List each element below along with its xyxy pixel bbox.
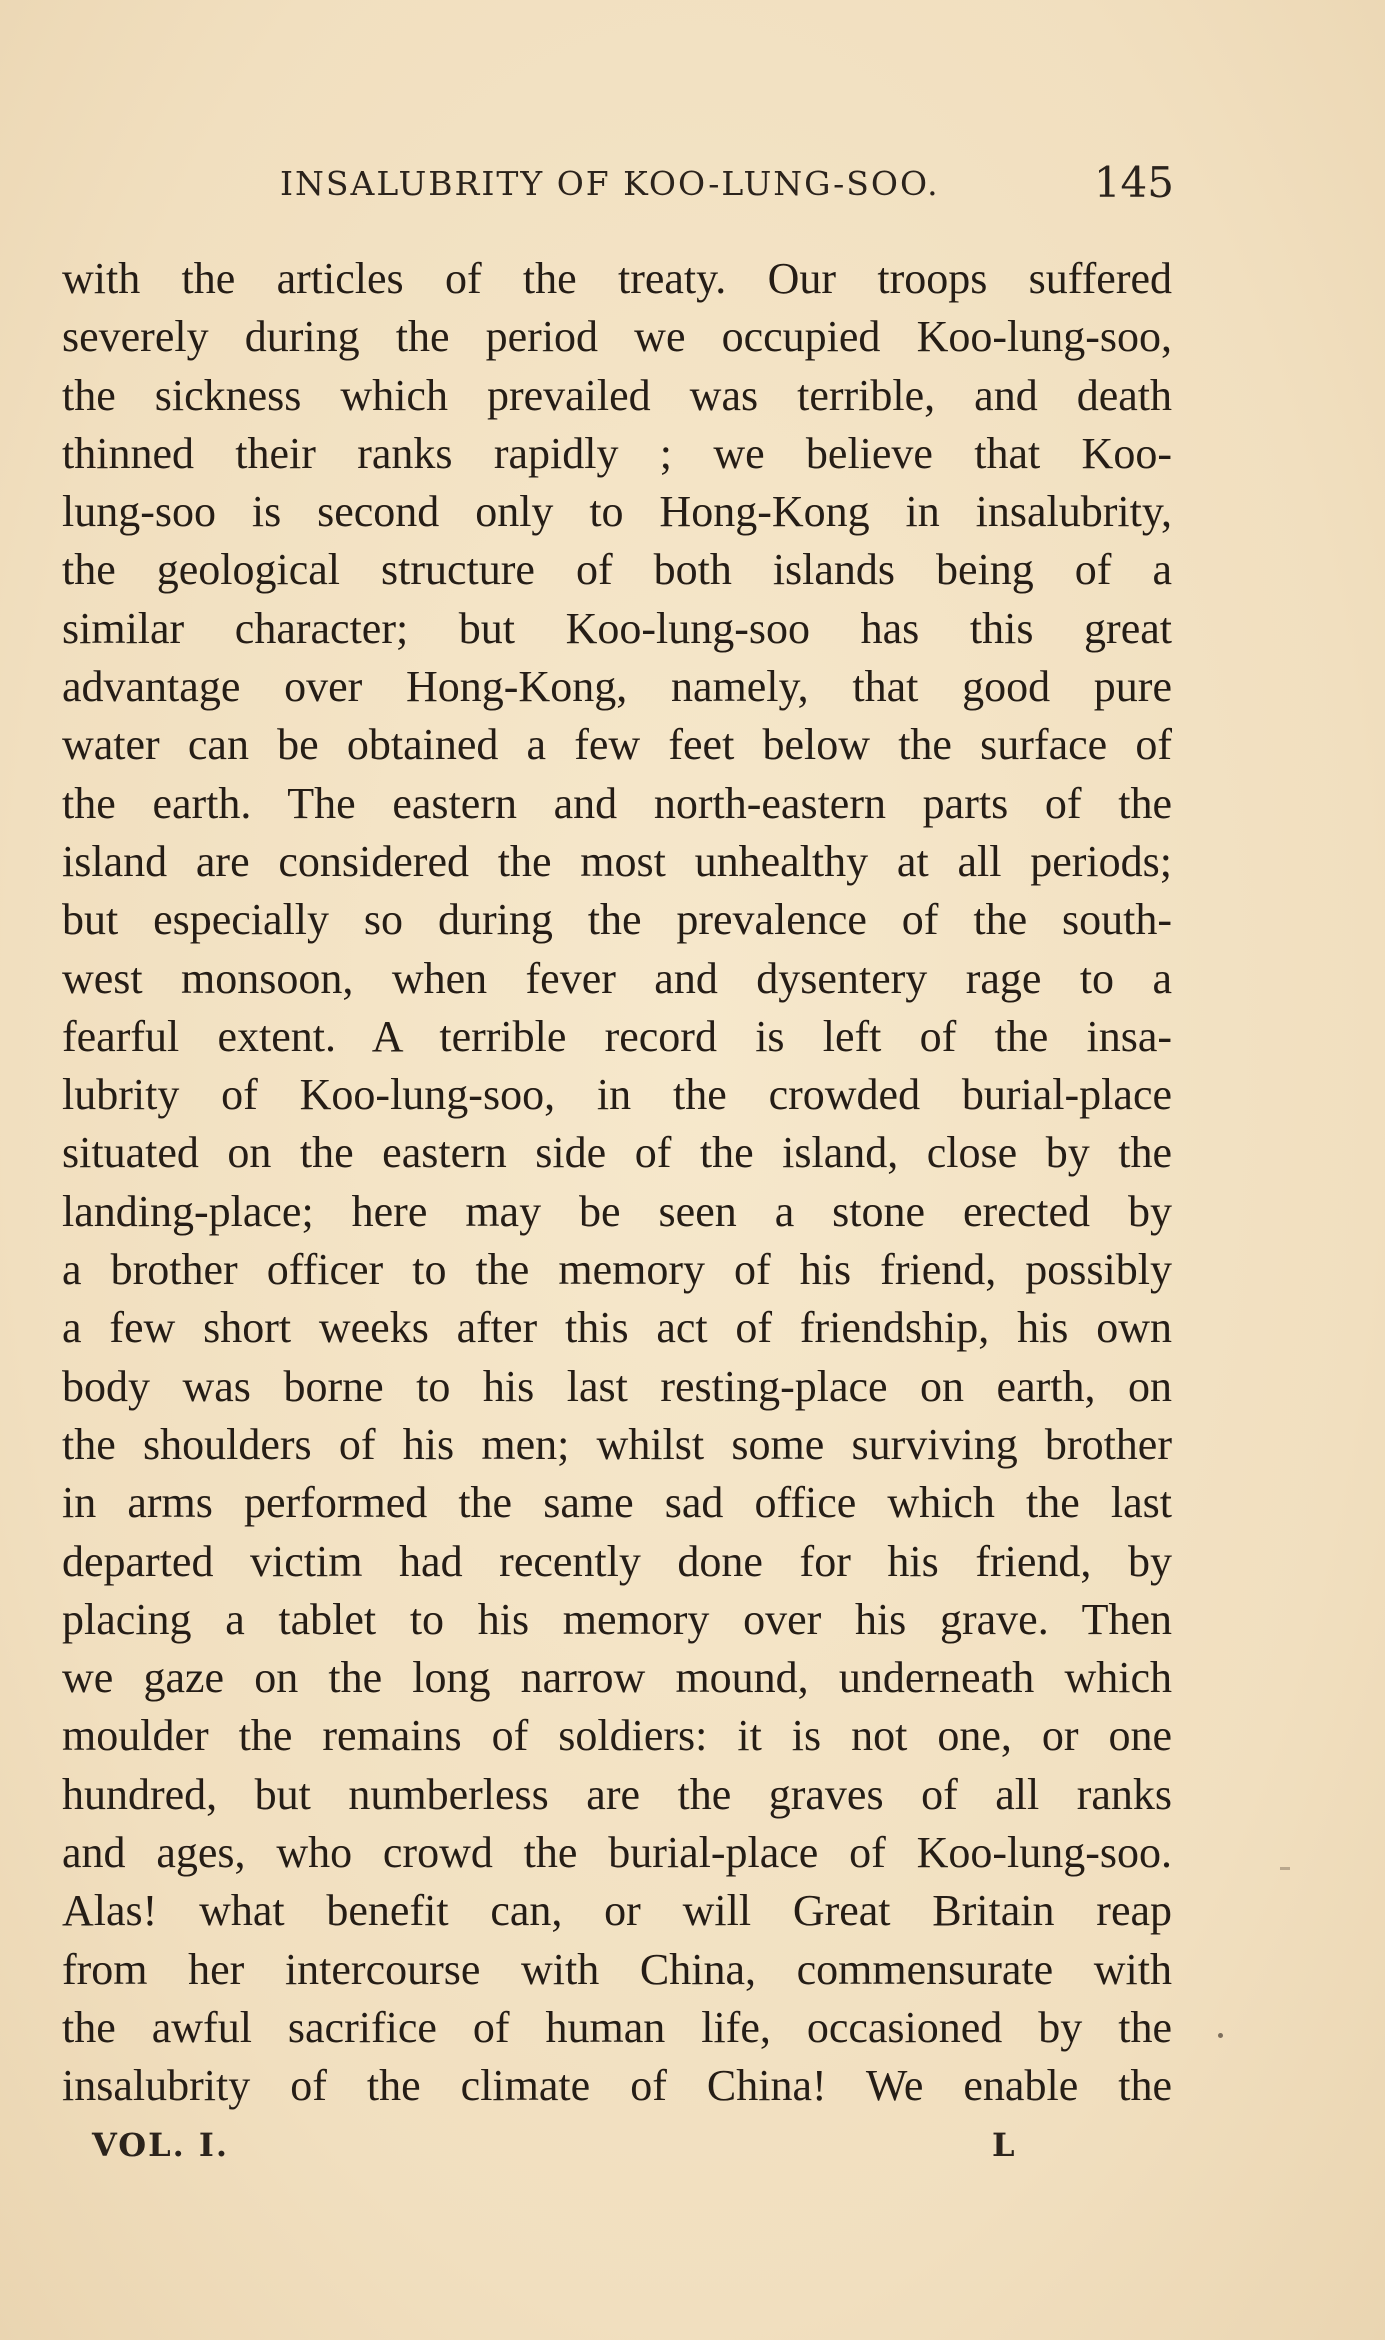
text-line: in arms performed the same sad office which the last (62, 1478, 1172, 1528)
text-line: but especially so during the prevalence of the south- (62, 895, 1172, 945)
text-line: from her intercourse with China, commensurate with (62, 1944, 1172, 1994)
page-header (62, 158, 1172, 218)
text-line: similar character; but Koo-lung-soo has this great (62, 603, 1172, 653)
page-footer (62, 2126, 1172, 2176)
margin-tick-mark (1280, 1867, 1290, 1870)
text-line: the geological structure of both islands being of a (62, 545, 1172, 595)
text-line: and ages, who crowd the burial-place of Koo-lung-soo. (62, 1828, 1172, 1878)
text-line: a brother officer to the memory of his friend, possibly (62, 1245, 1172, 1295)
text-line: water can be obtained a few feet below the surface of (62, 720, 1172, 770)
text-line: moulder the remains of soldiers: it is not one, or one (62, 1711, 1172, 1761)
text-line: the earth. The eastern and north-eastern parts of the (62, 778, 1172, 828)
text-line: with the articles of the treaty. Our troops suffered (62, 254, 1172, 303)
text-line: insalubrity of the climate of China! We enable the (62, 2061, 1172, 2111)
text-line: body was borne to his last resting-place on earth, on (62, 1361, 1172, 1411)
text-line: advantage over Hong-Kong, namely, that good pure (62, 662, 1172, 712)
text-line: severely during the period we occupied Koo-lung-soo, (62, 312, 1172, 362)
text-line: situated on the eastern side of the island, close by the (62, 1128, 1172, 1178)
volume-label: VOL. I. (92, 2126, 230, 2164)
text-line: landing-place; here may be seen a stone erected by (62, 1186, 1172, 1236)
text-line: island are considered the most unhealthy at all periods; (62, 836, 1172, 886)
text-line: thinned their ranks rapidly ; we believe that Koo- (62, 428, 1172, 478)
body-text (62, 250, 1172, 2116)
margin-ink-dot (1218, 2033, 1223, 2038)
running-title: INSALUBRITY OF KOO-LUNG-SOO. (280, 164, 940, 203)
text-line: lubrity of Koo-lung-soo, in the crowded burial-place (62, 1070, 1172, 1120)
text-line: the awful sacrifice of human life, occasioned by the (62, 2002, 1172, 2052)
signature-mark: L (992, 2126, 1015, 2164)
text-line: a few short weeks after this act of friendship, his own (62, 1303, 1172, 1353)
text-line: we gaze on the long narrow mound, underneath which (62, 1653, 1172, 1703)
text-line: departed victim had recently done for his friend, by (62, 1536, 1172, 1586)
text-line: hundred, but numberless are the graves of all ranks (62, 1769, 1172, 1819)
text-line: the sickness which prevailed was terrible, and death (62, 370, 1172, 420)
text-line: west monsoon, when fever and dysentery rage to a (62, 953, 1172, 1003)
page-number: 145 (1093, 158, 1174, 207)
text-line: Alas! what benefit can, or will Great Britain reap (62, 1886, 1172, 1936)
text-line: placing a tablet to his memory over his grave. Then (62, 1594, 1172, 1644)
text-line: the shoulders of his men; whilst some surviving brother (62, 1419, 1172, 1469)
text-line: lung-soo is second only to Hong-Kong in insalubrity, (62, 487, 1172, 537)
text-line: fearful extent. A terrible record is left of the insa- (62, 1011, 1172, 1061)
